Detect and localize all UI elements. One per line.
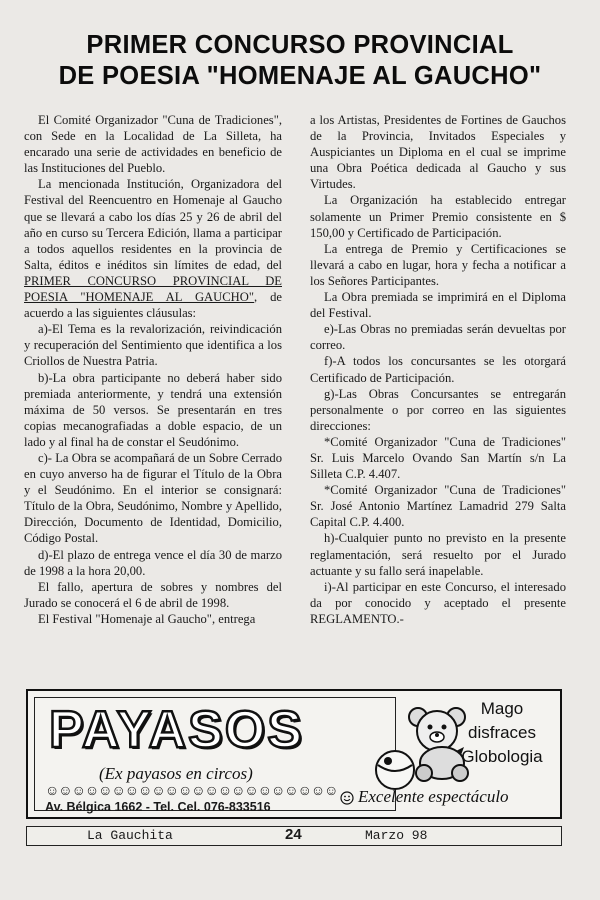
paragraph-festival: El Festival "Homenaje al Gaucho", entrega: [38, 611, 256, 626]
left-column: [24, 112, 282, 627]
invitation-text: La mencionada Institución, Organizadora del Festival del Reencuentro en Homenaje al Gaucho que se llevará a cabo los días 25 y 26 de abril del año en curso su Tercera Edición, llama a participar a todos aquellos residentes en la provincia de Salta, éditos e inéditos sin límites de edad, del: [24, 177, 282, 272]
paragraph-award-delivery: La entrega de Premio y Certificaciones se llevará a cabo en lugar, hora y fecha a notificar a los Señores Participantes.: [310, 241, 566, 288]
ad-service-mago: Mago: [480, 699, 524, 718]
paragraph-continuation: a los Artistas, Presidentes de Fortines de Gauchos de la Provincia, Invitados Especiales y Auspiciantes un Diploma en el cual se imprime una Obra Poética dedicada al Gaucho y sus Virtudes.: [310, 113, 566, 192]
footer-publication: La Gauchita: [87, 828, 173, 843]
ad-service-globologia: Globologia: [461, 747, 543, 766]
paragraph-printed-work: La Obra premiada se imprimirá en el Diploma del Festival.: [310, 290, 566, 321]
article-title: [20, 30, 580, 92]
paragraph-invitation: [24, 176, 282, 321]
title-line-2: DE POESIA "HOMENAJE AL GAUCHO": [58, 62, 542, 90]
ad-service-disfraces: disfraces: [467, 723, 537, 742]
clause-b: b)-La obra participante no deberá haber sido premiada anteriormente, y tendrá una extensión máxima de 50 versos. Se presentarán en tres copias mecanografiadas a doble espacio, de un lado y al final ha de constar el Seudónimo.: [24, 370, 282, 449]
clause-h: h)-Cualquier punto no previsto en la presente reglamentación, será resuelto por el Jurado actuante y su fallo será inapelable.: [310, 531, 566, 578]
smiley-icon: [340, 791, 354, 805]
clause-i: i)-Al participar en este Concurso, el interesado da por conocido y aceptado el presente REGLAMENTO.-: [310, 579, 566, 626]
title-line-1: PRIMER CONCURSO PROVINCIAL: [86, 31, 514, 59]
address-2: *Comité Organizador "Cuna de Tradiciones" Sr. José Antonio Martínez Lamadrid 279 Salta Capital C.P. 4.400.: [310, 483, 566, 530]
paragraph-intro: El Comité Organizador "Cuna de Tradiciones", con Sede en la Localidad de La Silleta, ha encarado una serie de actividades en beneficio de las Instituciones del Pueblo.: [24, 113, 282, 176]
page-number: 24: [285, 826, 302, 843]
clause-e: e)-Las Obras no premiadas serán devueltas por correo.: [310, 322, 566, 353]
right-column: [310, 112, 566, 627]
paragraph-fallo: El fallo, apertura de sobres y nombres del Jurado se conocerá el 6 de abril de 1998.: [24, 579, 282, 610]
invitation-tail: , de acuerdo a las siguientes cláusulas:: [24, 290, 282, 321]
ad-tagline: (Ex payasos en circos): [99, 764, 253, 783]
address-1: *Comité Organizador "Cuna de Tradiciones" Sr. Luis Marcelo Ovando San Martín s/n La Silleta C.P. 4.407.: [310, 434, 566, 482]
ad-smiley-row: ☺☺☺☺☺☺☺☺☺☺☺☺☺☺☺☺☺☺☺☺☺☺: [45, 784, 338, 799]
clause-a: a)-El Tema es la revalorización, reivindicación y recuperación del Sentimiento que identifica a los Criollos de Nuestra Patria.: [24, 322, 282, 369]
clause-c: c)- La Obra se acompañará de un Sobre Cerrado en cuyo anverso ha de figurar el Título de la Obra y el Seudónimo. En el interior se consignará: Título de la Obra, Seudónimo, Nombre y Apellido, Dirección, Documento de Identidad, Domicilio, Código Postal.: [24, 450, 282, 546]
clause-f: f)-A todos los concursantes se les otorgará Certificado de Participación.: [310, 354, 566, 385]
ad-services: [446, 697, 558, 769]
page-footer: [26, 826, 562, 846]
footer-date: Marzo 98: [365, 828, 428, 843]
clause-g: g)-Las Obras Concursantes se entregarán personalmente o por correo en las siguientes direcciones:: [310, 386, 566, 433]
ad-address: Av. Bélgica 1662 - Tel. Cel. 076-833516: [45, 800, 271, 814]
ad-brand: PAYASOS: [49, 701, 304, 759]
paragraph-prize: La Organización ha establecido entregar solamente un Primer Premio consistente en $ 150,00 y Certificado de Participación.: [310, 193, 566, 240]
payasos-advertisement: [26, 689, 562, 819]
contest-name: PRIMER CONCURSO PROVINCIAL DE POESIA "HOMENAJE AL GAUCHO": [24, 273, 282, 305]
clause-d: d)-El plazo de entrega vence el día 30 de marzo de 1998 a la hora 20,00.: [24, 547, 282, 578]
ad-slogan: Excelente espectáculo: [358, 787, 509, 806]
